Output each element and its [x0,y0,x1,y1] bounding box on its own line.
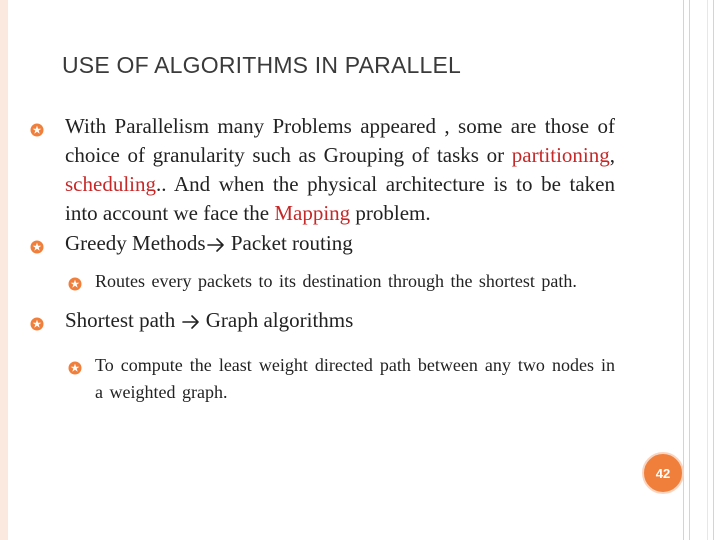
sub-bullet-text: Routes every packets to its destination through the shortest path. [95,271,577,291]
highlight-scheduling: scheduling [65,172,156,196]
bullet-parallelism [30,112,615,228]
arrow-right-icon [207,232,225,261]
arrow-right-icon [182,309,200,338]
slide-body [30,112,615,406]
star-bullet-icon [30,116,44,145]
bullet-greedy [30,229,615,261]
highlight-partitioning: partitioning [511,143,610,167]
star-bullet-icon [68,356,82,383]
star-bullet-icon [68,272,82,299]
sub-bullet-routes [30,268,615,295]
bullet-text: .. And when the physical architecture is to be taken into account we face the [65,172,615,225]
sub-bullet-compute [30,352,615,406]
star-bullet-icon [30,233,44,262]
decor-line-2 [689,0,690,540]
star-bullet-icon [30,310,44,339]
bullet-text: problem. [350,201,431,225]
page-number: 42 [655,465,671,481]
decor-line-4 [713,0,714,540]
bullet-text: With Parallelism many Problems appeared , some are those of choice of granularity such as Grouping of tasks or [65,114,615,167]
bullet-text: Shortest path [65,308,181,332]
bullet-shortest-path [30,306,615,338]
decor-line-1 [683,0,684,540]
page-number-badge [642,452,684,494]
decor-line-3 [707,0,708,540]
bullet-text: Packet routing [225,231,353,255]
slide-title: USE OF ALGORITHMS IN PARALLEL [62,52,462,78]
left-accent-bar [0,0,8,540]
highlight-mapping: Mapping [274,201,351,225]
bullet-text: Graph algorithms [200,308,354,332]
bullet-text: Greedy Methods [65,231,206,255]
sub-bullet-text: To compute the least weight directed path between any two nodes in a weighted graph. [95,355,615,402]
bullet-text: , [609,143,615,167]
